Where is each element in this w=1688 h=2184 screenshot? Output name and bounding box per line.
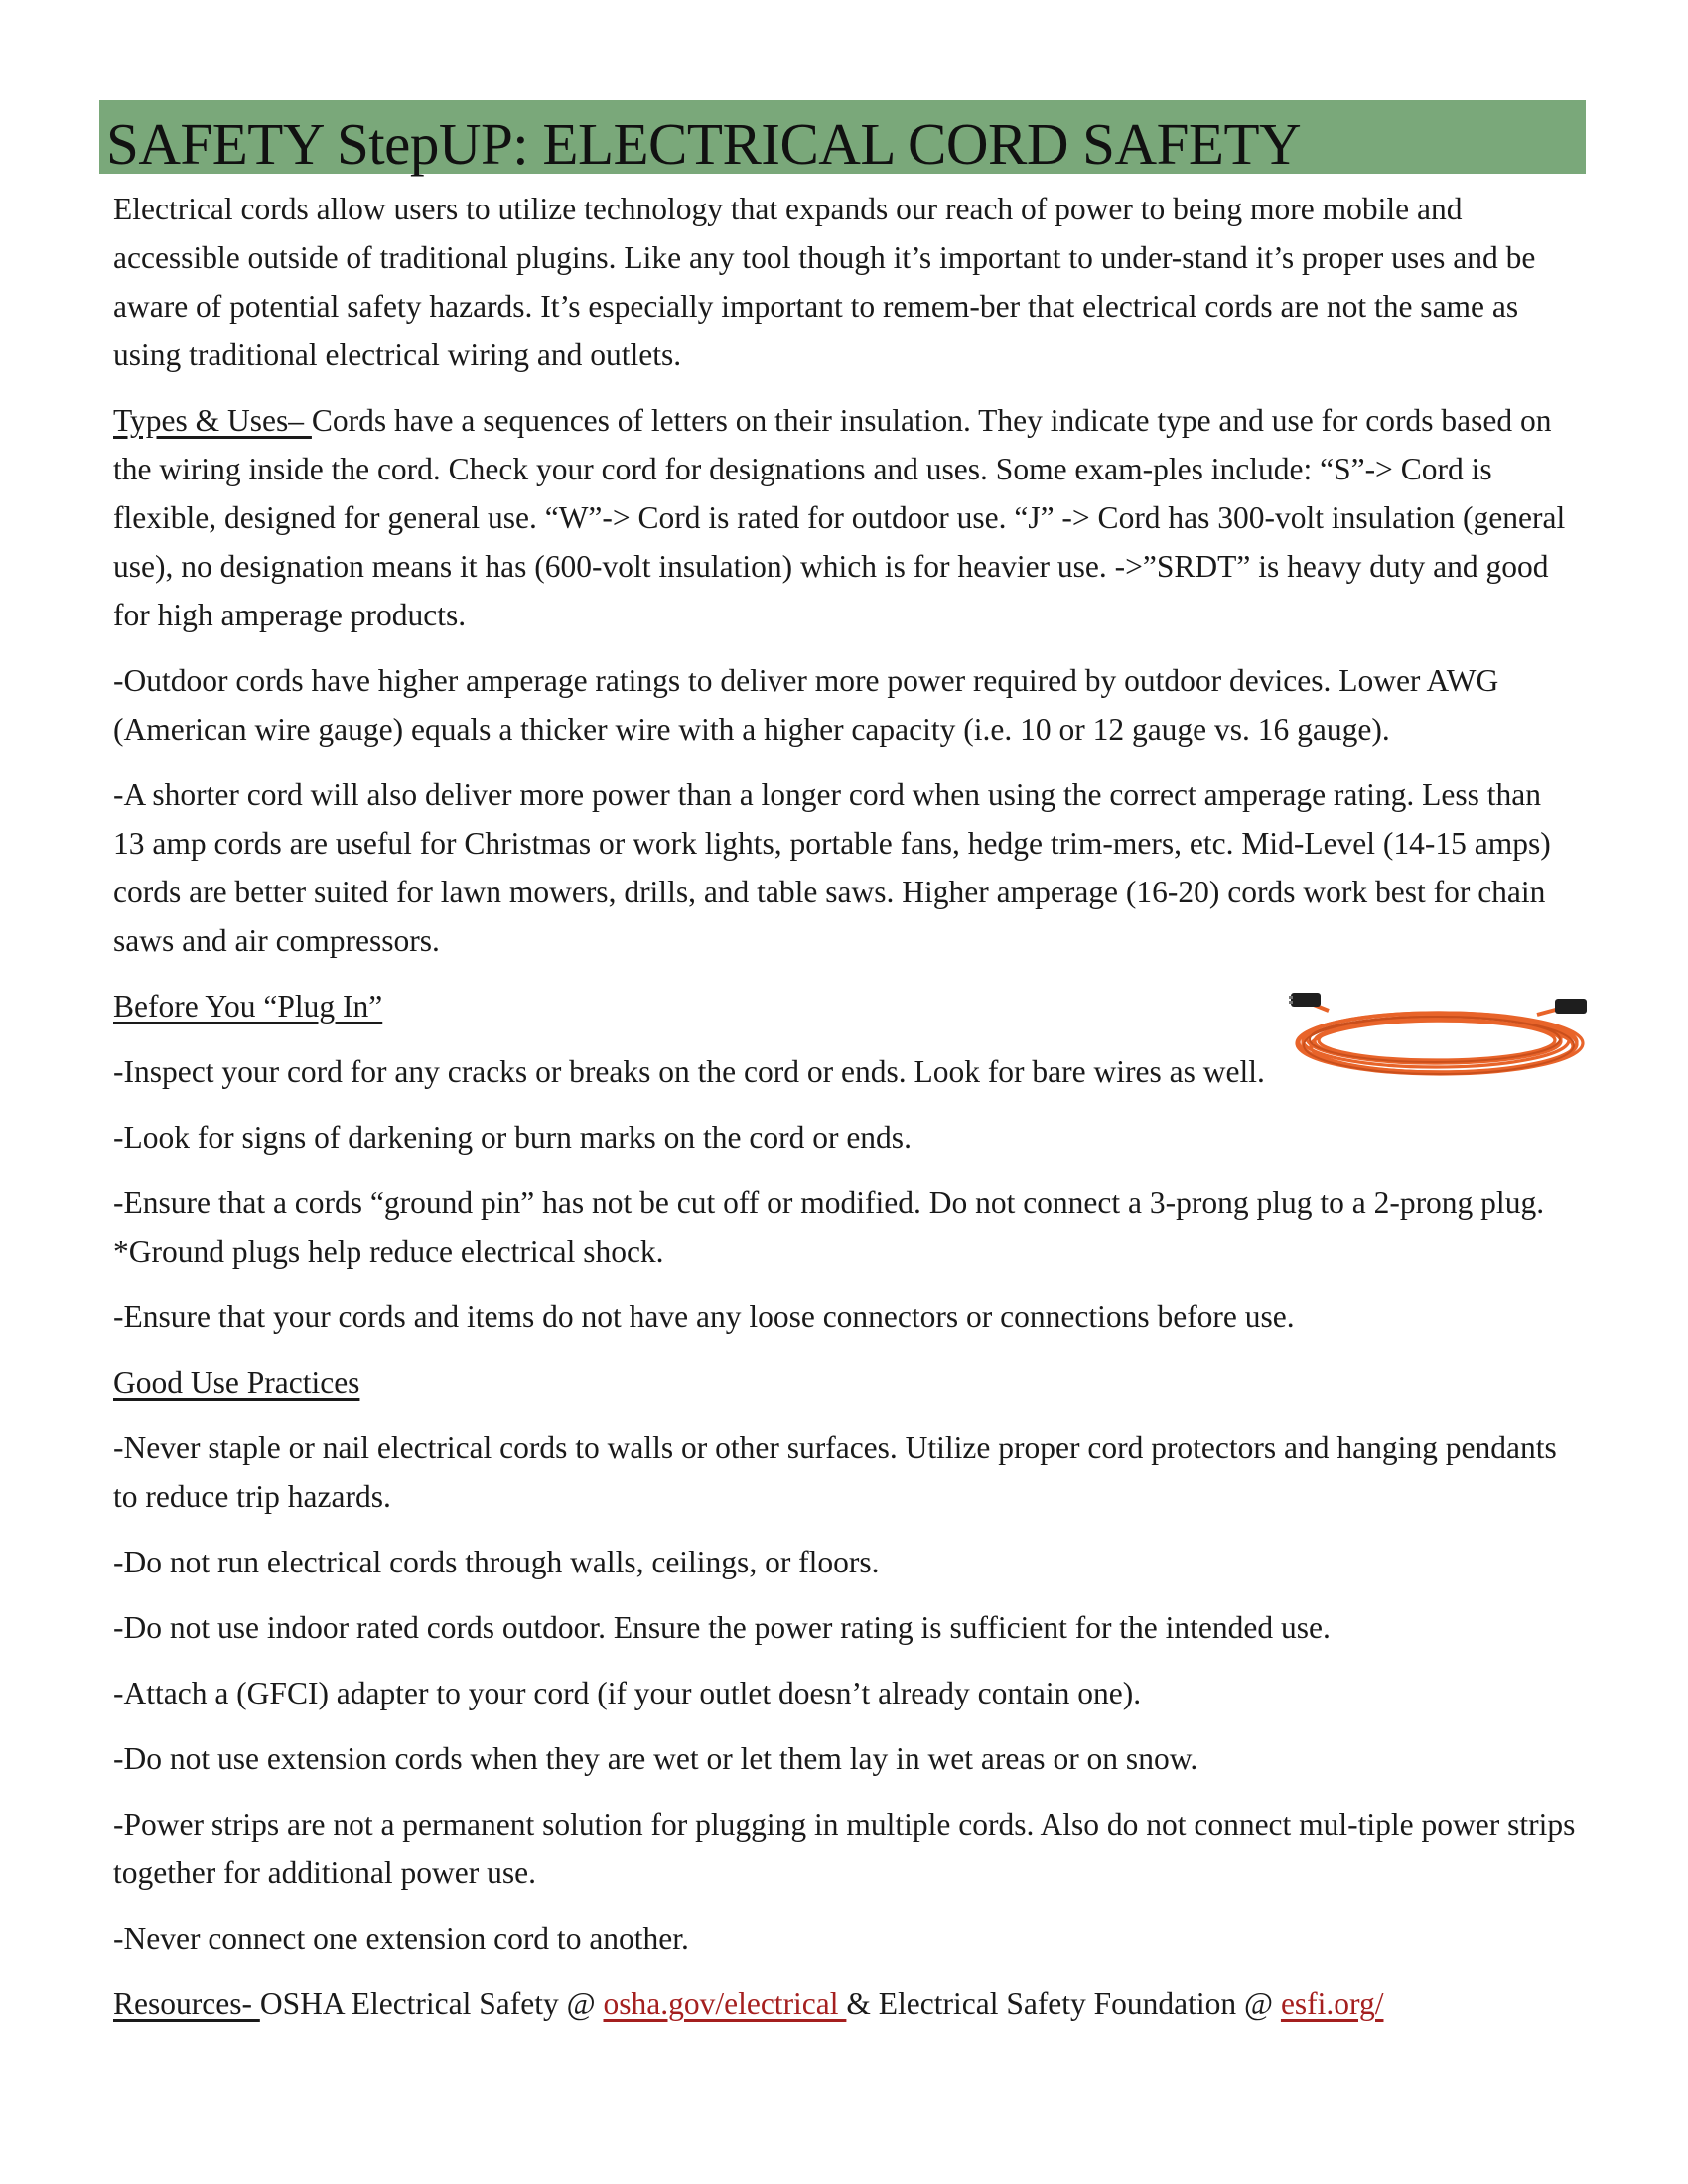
good-item: -Power strips are not a permanent solution for plugging in multiple cords. Also do not connect mul-tiple power strips together for additional power use. — [113, 1807, 1576, 1890]
good-item: -Never connect one extension cord to another. — [113, 1921, 689, 1956]
esfi-link[interactable]: esfi.org/ — [1280, 1986, 1384, 2021]
good-use-heading — [113, 1358, 1577, 1407]
types-uses-paragraph — [113, 396, 1577, 639]
good-item: -Do not use indoor rated cords outdoor. Ensure the power rating is sufficient for the intended use. — [113, 1610, 1331, 1645]
before-item: -Look for signs of darkening or burn marks on the cord or ends. — [113, 1120, 912, 1155]
outdoor-paragraph: -Outdoor cords have higher amperage ratings to deliver more power required by outdoor devices. Lower AWG (American wire gauge) equals a thicker wire with a higher capacity (i.e. 10 or 12 gauge vs. 16 gauge). — [113, 663, 1499, 747]
before-heading-text: Before You “Plug In” — [113, 989, 383, 1024]
good-item: -Do not use extension cords when they are wet or let them lay in wet areas or on snow. — [113, 1741, 1198, 1776]
types-uses-text: Cords have a sequences of letters on their insulation. They indicate type and use for cords based on the wiring inside the cord. Check your cord for designations and uses. Some exam-ples include: “S”-> Cord is flexible, designed for general use. “W”-> Cord is rated for outdoor use. “J” -> Cord has 300-volt insulation (general use), no designation means it has (600-volt insulation) which is for heavier use. ->”SRDT” is heavy duty and good for high amperage products. — [113, 403, 1566, 632]
resources-heading: Resources- — [113, 1986, 260, 2021]
before-item: -Ensure that a cords “ground pin” has not be cut off or modified. Do not connect a 3-prong plug to a 2-prong plug. *Ground plugs help reduce electrical shock. — [113, 1185, 1545, 1269]
osha-link[interactable]: osha.gov/electrical — [603, 1986, 847, 2021]
types-uses-heading: Types & Uses– — [113, 403, 312, 438]
good-heading-text: Good Use Practices — [113, 1365, 360, 1400]
shorter-cord-paragraph: -A shorter cord will also deliver more power than a longer cord when using the correct amperage rating. Less than 13 amp cords are useful for Christmas or work lights, portable fans, hedge trim-mers, etc. Mid-Level (14-15 amps) cords are better suited for lawn mowers, drills, and table saws. Higher amperage (16-20) cords work best for chain saws and air compressors. — [113, 777, 1551, 958]
before-item: -Inspect your cord for any cracks or breaks on the cord or ends. Look for bare wires as well. — [113, 1054, 1265, 1089]
orange-extension-cord-image — [1289, 981, 1591, 1084]
document-body — [113, 185, 1577, 2045]
good-item: -Attach a (GFCI) adapter to your cord (if your outlet doesn’t already contain one). — [113, 1676, 1142, 1710]
osha-label: OSHA Electrical Safety @ — [259, 1986, 604, 2021]
before-item: -Ensure that your cords and items do not have any loose connectors or connections before use. — [113, 1299, 1295, 1334]
page-title: SAFETY StepUP: ELECTRICAL CORD SAFETY — [106, 111, 1302, 177]
extension-cord-image — [1289, 981, 1591, 1084]
esf-label: & Electrical Safety Foundation @ — [846, 1986, 1281, 2021]
good-item: -Never staple or nail electrical cords to walls or other surfaces. Utilize proper cord protectors and hanging pendants to reduce trip hazards. — [113, 1431, 1557, 1514]
resources-line — [113, 1979, 1577, 2028]
good-item: -Do not run electrical cords through walls, ceilings, or floors. — [113, 1545, 880, 1579]
intro-paragraph: Electrical cords allow users to utilize technology that expands our reach of power to being more mobile and accessible outside of traditional plugins. Like any tool though it’s important to under-stand it’s proper uses and be aware of potential safety hazards. It’s especially important to remem-ber that electrical cords are not the same as using traditional electrical wiring and outlets. — [113, 192, 1536, 372]
